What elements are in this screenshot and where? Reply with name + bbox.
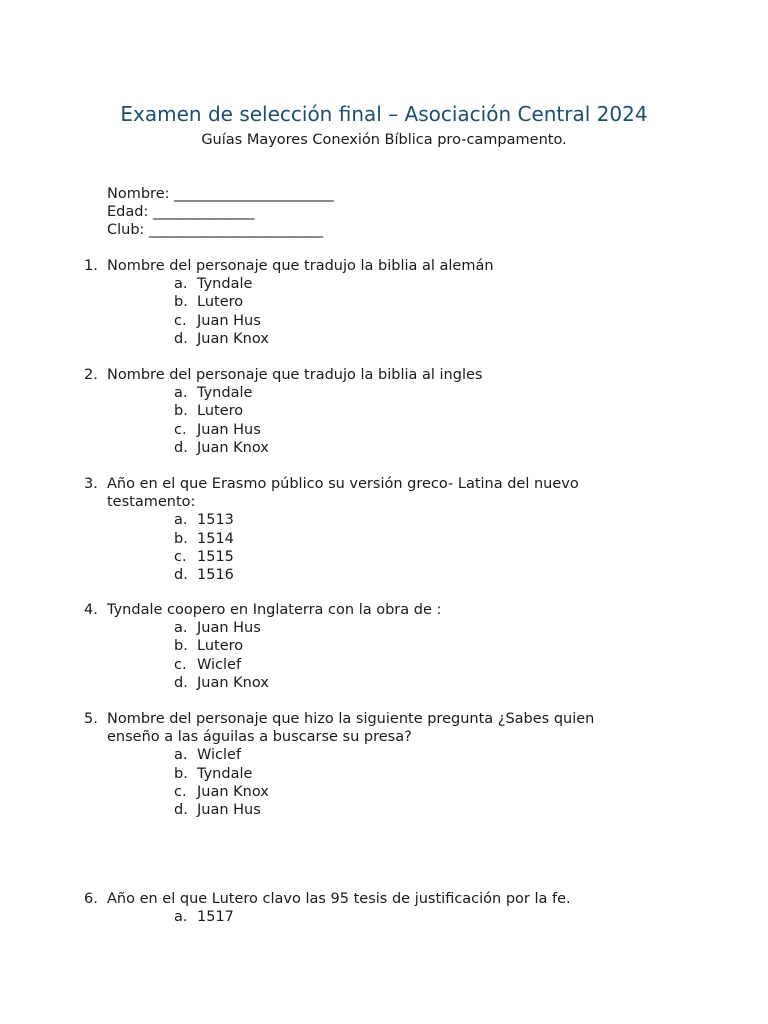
option-text: Juan Knox [197, 783, 269, 800]
question-5 [84, 710, 627, 819]
option-item [174, 566, 627, 584]
option-letter: d. [174, 567, 188, 584]
option-text: Juan Hus [197, 802, 261, 819]
option-letter: a. [174, 620, 188, 637]
question-text: Nombre del personaje que hizo la siguiente pregunta ¿Sabes quien enseño a las águilas a buscarse su presa? [107, 711, 595, 746]
option-item [174, 765, 627, 783]
option-text: 1514 [197, 530, 234, 547]
option-item [174, 548, 627, 566]
option-item [174, 783, 627, 801]
option-text: Tyndale [197, 385, 253, 402]
option-item [174, 511, 627, 529]
option-letter: d. [174, 439, 188, 456]
page-title: Examen de selección final – Asociación Central 2024 [120, 102, 648, 126]
option-letter: c. [174, 421, 187, 438]
option-item [174, 402, 627, 420]
option-list [174, 619, 627, 692]
option-list [174, 384, 627, 457]
option-text: Juan Knox [197, 674, 269, 691]
option-letter: c. [174, 656, 187, 673]
option-text: 1517 [197, 909, 234, 926]
question-number: 2. [84, 367, 98, 383]
option-list [174, 511, 627, 584]
option-letter: d. [174, 330, 188, 347]
option-text: Tyndale [197, 276, 253, 293]
question-text: Tyndale coopero en Inglaterra con la obra de : [107, 602, 442, 618]
club-field: Club: ________________________ [107, 222, 324, 239]
question-text: Nombre del personaje que tradujo la biblia al alemán [107, 258, 494, 274]
option-item [174, 384, 627, 402]
question-number: 3. [84, 476, 98, 492]
option-letter: b. [174, 403, 188, 420]
option-item [174, 275, 627, 293]
question-number: 1. [84, 258, 98, 274]
option-item [174, 330, 627, 348]
option-item [174, 801, 627, 819]
option-letter: c. [174, 312, 187, 329]
question-number: 4. [84, 602, 98, 618]
question-number: 6. [84, 891, 98, 907]
option-letter: b. [174, 638, 188, 655]
option-letter: a. [174, 385, 188, 402]
option-letter: a. [174, 747, 188, 764]
question-1 [84, 257, 627, 348]
option-item [174, 908, 627, 926]
option-list [174, 746, 627, 819]
option-letter: d. [174, 674, 188, 691]
question-4 [84, 601, 627, 692]
option-text: Wiclef [197, 656, 242, 673]
page-subtitle: Guías Mayores Conexión Bíblica pro-campamento. [201, 132, 567, 148]
option-item [174, 637, 627, 655]
option-list [174, 908, 627, 926]
option-text: Lutero [197, 403, 244, 420]
question-number: 5. [84, 711, 98, 727]
option-text: Juan Knox [197, 439, 269, 456]
option-list [174, 275, 627, 348]
option-letter: c. [174, 783, 187, 800]
option-item [174, 293, 627, 311]
option-item [174, 530, 627, 548]
option-letter: a. [174, 276, 188, 293]
option-text: Juan Hus [197, 421, 261, 438]
option-letter: a. [174, 909, 188, 926]
option-letter: a. [174, 512, 188, 529]
option-text: 1516 [197, 567, 234, 584]
option-item [174, 312, 627, 330]
option-letter: b. [174, 294, 188, 311]
question-text: Nombre del personaje que tradujo la biblia al ingles [107, 367, 483, 383]
option-letter: c. [174, 548, 187, 565]
option-letter: b. [174, 765, 188, 782]
option-text: Tyndale [197, 765, 253, 782]
option-text: 1513 [197, 512, 234, 529]
question-6 [84, 890, 627, 926]
option-text: Lutero [197, 294, 244, 311]
option-text: Juan Knox [197, 330, 269, 347]
option-letter: b. [174, 530, 188, 547]
option-item [174, 421, 627, 439]
option-text: Juan Hus [197, 312, 261, 329]
question-text: Año en el que Erasmo público su versión greco- Latina del nuevo testamento: [107, 476, 579, 511]
student-info-fields [107, 185, 334, 240]
option-text: 1515 [197, 548, 234, 565]
question-2 [84, 366, 627, 457]
nombre-field: Nombre: ______________________ [107, 186, 334, 202]
question-text: Año en el que Lutero clavo las 95 tesis de justificación por la fe. [107, 891, 571, 907]
option-item [174, 439, 627, 457]
option-letter: d. [174, 802, 188, 819]
option-item [174, 674, 627, 692]
option-text: Wiclef [197, 747, 242, 764]
question-3 [84, 475, 627, 584]
option-item [174, 746, 627, 764]
option-item [174, 619, 627, 637]
edad-field: Edad: ______________ [107, 204, 255, 221]
option-text: Juan Hus [197, 620, 261, 637]
option-text: Lutero [197, 638, 244, 655]
option-item [174, 656, 627, 674]
